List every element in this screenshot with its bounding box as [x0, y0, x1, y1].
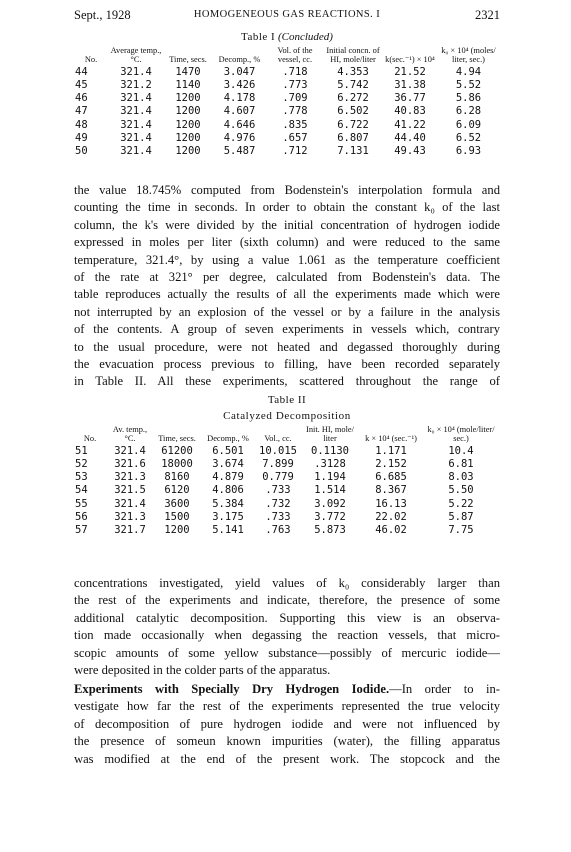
- table-cell: 6.93: [455, 144, 482, 157]
- table-row: [74, 458, 500, 471]
- table-cell: 321.4: [120, 144, 152, 157]
- paragraph-3: [74, 681, 500, 768]
- table-cell: 5.384: [212, 497, 244, 510]
- table-cell: 4.806: [212, 484, 244, 497]
- table-row: [74, 445, 500, 458]
- table-cell: 3.674: [212, 458, 244, 471]
- table-row: [74, 119, 500, 132]
- table-cell: .835: [282, 118, 308, 131]
- table-cell: 3.175: [212, 510, 244, 523]
- table1-column-header: k₀ × 10⁴ (moles/ liter, sec.): [441, 46, 496, 64]
- text-line: expressed in moles per liter (sixth column) and were reduced to the same: [74, 235, 500, 250]
- text-line: of the rate at 321° per degree, calculated from Bodenstein's data. The: [74, 269, 500, 284]
- header-date: Sept., 1928: [74, 8, 131, 22]
- table-cell: 4.976: [223, 131, 256, 144]
- table1-column-header: Initial concn. of HI, mole/liter: [326, 46, 380, 64]
- table-cell: 8.367: [375, 484, 407, 497]
- table1-caption: [74, 31, 500, 43]
- table-cell: 1140: [175, 79, 201, 92]
- table-cell: 6.09: [455, 118, 482, 131]
- text-line: concentrations investigated, yield values of k₀ considerably larger than: [74, 576, 500, 590]
- table-cell: .732: [265, 497, 291, 510]
- table-cell: 321.6: [114, 458, 146, 471]
- paragraph-1: [74, 182, 500, 391]
- table-cell: 321.7: [114, 523, 146, 536]
- text-line: table reproduces actually the results of all the experiments made which were: [74, 287, 500, 302]
- table-cell: 45: [75, 79, 88, 92]
- table-cell: 3.092: [314, 497, 346, 510]
- table-cell: 6.81: [448, 458, 474, 471]
- table-cell: 8.03: [448, 471, 474, 484]
- table-cell: 51: [75, 445, 88, 458]
- table-cell: 321.4: [114, 497, 146, 510]
- text-line: to the usual procedure, were not heated and degassed thoroughly during: [74, 339, 500, 354]
- table-cell: 52: [75, 458, 88, 471]
- table2-header-row: [74, 426, 500, 445]
- table-cell: 4.646: [223, 118, 256, 131]
- table-cell: 1470: [175, 66, 201, 79]
- table-cell: 46.02: [375, 523, 407, 536]
- table-row: [74, 79, 500, 92]
- page-number: 2321: [475, 8, 500, 22]
- table-cell: 6.501: [212, 445, 244, 458]
- table-cell: 6.52: [455, 131, 482, 144]
- text-line: temperature, 321.4°, by using a value 1.061 as the temperature coefficient: [74, 252, 500, 267]
- table-cell: 0.779: [262, 471, 294, 484]
- text-line: the rest of the experiments and indicate, therefore, the presence of some: [74, 593, 500, 608]
- table-cell: 54: [75, 484, 88, 497]
- table-row: [74, 132, 500, 145]
- table-cell: 4.879: [212, 471, 244, 484]
- table-cell: 0.1130: [311, 445, 349, 458]
- table-cell: 46: [75, 92, 88, 105]
- table-cell: 55: [75, 497, 88, 510]
- table-cell: 7.131: [337, 144, 369, 157]
- table-cell: .718: [282, 66, 308, 79]
- table-cell: 321.4: [120, 92, 152, 105]
- table-row: [74, 105, 500, 118]
- table-cell: 44.40: [394, 131, 426, 144]
- table-cell: 6.685: [375, 471, 407, 484]
- table1-column-header: Vol. of the vessel, cc.: [277, 46, 313, 64]
- table-cell: .733: [265, 484, 291, 497]
- table-cell: 6.272: [337, 92, 369, 105]
- section-run-in-heading: Experiments with Specially Dry Hydrogen Iodide.: [74, 682, 390, 696]
- table-cell: 1.171: [375, 445, 407, 458]
- table-cell: 5.86: [455, 92, 482, 105]
- table-cell: .773: [282, 79, 308, 92]
- table-row: [74, 66, 500, 79]
- table-cell: 7.899: [262, 458, 294, 471]
- table-row: [74, 92, 500, 105]
- table2-column-header: Vol., cc.: [264, 433, 292, 443]
- text-line: scopic amounts of some yellow substance—possibly of mercuric iodide—: [74, 645, 500, 660]
- table-cell: 21.52: [394, 66, 426, 79]
- header-title: HOMOGENEOUS GAS REACTIONS. I: [193, 9, 381, 20]
- table-cell: 8160: [164, 471, 190, 484]
- table1-note: (Concluded): [277, 31, 333, 43]
- table2-column-header: No.: [83, 433, 97, 443]
- text-line: the presence of someun known impurities (water), the filling apparatus: [74, 734, 500, 749]
- text-line: of the contents. A group of seven experiments in vessels which, contrary: [74, 322, 500, 337]
- table-cell: 3600: [164, 497, 190, 510]
- table2-subcaption: Catalyzed Decomposition: [223, 410, 351, 422]
- table-cell: 7.75: [448, 523, 474, 536]
- table-cell: 1200: [175, 118, 201, 131]
- table-cell: 321.3: [114, 471, 146, 484]
- table-cell: .763: [265, 523, 291, 536]
- table-cell: 22.02: [375, 510, 407, 523]
- table-row: [74, 498, 500, 511]
- table-cell: 61200: [161, 445, 193, 458]
- table-cell: 6.807: [337, 131, 369, 144]
- table-cell: 53: [75, 471, 88, 484]
- table-cell: 6120: [164, 484, 190, 497]
- text-line: vestigate how far the rest of the experiments represented the true velocity: [74, 699, 500, 714]
- table-cell: 3.047: [223, 66, 256, 79]
- table-cell: .778: [282, 105, 308, 118]
- table2-column-header: Av. temp., °C.: [112, 425, 148, 443]
- table1-header-row: [74, 47, 500, 66]
- table1-column-header: Average temp., °C.: [110, 46, 162, 64]
- table2-title: Table II: [267, 394, 307, 406]
- table-cell: 1.194: [314, 471, 346, 484]
- table1-column-header: No.: [84, 54, 98, 64]
- text-line: tion made occasionally when degassing the reaction vessels, that micro-: [74, 628, 500, 643]
- table1-title: Table I: [241, 31, 276, 43]
- table-cell: 6.502: [337, 105, 369, 118]
- table-cell: 1200: [175, 131, 201, 144]
- table-cell: 40.83: [394, 105, 426, 118]
- table-cell: 321.3: [114, 510, 146, 523]
- table-row: [74, 145, 500, 158]
- table-cell: 48: [75, 118, 88, 131]
- table-cell: 5.52: [455, 79, 482, 92]
- table-cell: 6.722: [337, 118, 369, 131]
- table-cell: 56: [75, 510, 88, 523]
- table1: [74, 47, 500, 158]
- text-line: were deposited in the colder parts of the apparatus.: [74, 662, 331, 677]
- table-cell: 3.772: [314, 510, 346, 523]
- running-header: [74, 8, 500, 24]
- table-cell: 321.4: [120, 131, 152, 144]
- text-line: column, the k's were divided by the initial concentration of hydrogen iodide: [74, 217, 500, 232]
- table-cell: 321.4: [120, 66, 152, 79]
- table-cell: 36.77: [394, 92, 426, 105]
- table-cell: 321.4: [120, 118, 152, 131]
- table-cell: 5.22: [448, 497, 474, 510]
- text-line: counting the time in seconds. In order to obtain the constant k₀ of the last: [74, 200, 500, 215]
- table1-column-header: Decomp., %: [218, 54, 261, 64]
- table-cell: 1200: [175, 144, 201, 157]
- table-cell: 4.607: [223, 105, 256, 118]
- text-line: not interrupted by an explosion of the vessel or by a failure in the analysis: [74, 304, 500, 319]
- table-cell: 10.015: [259, 445, 297, 458]
- table2-column-header: k × 10⁴ (sec.⁻¹): [365, 433, 417, 443]
- table2: [74, 426, 500, 537]
- table-cell: 1200: [175, 92, 201, 105]
- text-line: additional catalytic decomposition. Supporting this view is an observa-: [74, 610, 500, 625]
- table-cell: 5.487: [223, 144, 256, 157]
- table-cell: 49.43: [394, 144, 426, 157]
- table2-column-header: Time, secs.: [158, 433, 196, 443]
- table-row: [74, 511, 500, 524]
- table1-column-header: Time, secs.: [169, 54, 207, 64]
- table-cell: 321.4: [120, 105, 152, 118]
- table-cell: .733: [265, 510, 291, 523]
- table-cell: 321.5: [114, 484, 146, 497]
- table-cell: 6.28: [455, 105, 482, 118]
- table-row: [74, 484, 500, 497]
- table-cell: 18000: [161, 458, 193, 471]
- text-line: in Table II. All these experiments, scattered throughout the range of: [74, 374, 500, 389]
- table-cell: 10.4: [448, 445, 474, 458]
- table2-column-header: Decomp., %: [207, 433, 249, 443]
- table-cell: 5.873: [314, 523, 346, 536]
- table-cell: 4.353: [337, 66, 369, 79]
- text-line: the evacuation process previous to filling, have been recorded separately: [74, 356, 500, 371]
- table-cell: 49: [75, 131, 88, 144]
- table-cell: 47: [75, 105, 88, 118]
- table-cell: .709: [282, 92, 308, 105]
- text-line: of decomposition of pure hydrogen iodide and were not influenced by: [74, 716, 500, 731]
- table-row: [74, 471, 500, 484]
- table-cell: 41.22: [394, 118, 426, 131]
- table-cell: 31.38: [394, 79, 426, 92]
- table-cell: 50: [75, 144, 88, 157]
- table-cell: 5.50: [448, 484, 474, 497]
- table-cell: 16.13: [375, 497, 407, 510]
- table-cell: 4.94: [455, 66, 482, 79]
- table-cell: 5.742: [337, 79, 369, 92]
- table-cell: 321.2: [120, 79, 152, 92]
- table-cell: 1200: [175, 105, 201, 118]
- table-cell: 5.87: [448, 510, 474, 523]
- table-cell: 4.178: [223, 92, 256, 105]
- paragraph-3-line: [74, 681, 500, 698]
- table-cell: .3128: [314, 458, 346, 471]
- paragraph-3-first-line-rest: —In order to in-: [389, 682, 500, 696]
- text-line: the value 18.745% computed from Bodenstein's interpolation formula and: [74, 183, 500, 197]
- table2-column-header: Init. HI, mole/ liter: [306, 425, 354, 443]
- table-cell: 44: [75, 66, 88, 79]
- table-cell: 5.141: [212, 523, 244, 536]
- table2-column-header: k₀ × 10⁴ (mole/liter/ sec.): [427, 425, 495, 443]
- table-cell: 1500: [164, 510, 190, 523]
- table1-column-header: k(sec.⁻¹) × 10⁴: [385, 54, 435, 64]
- table-cell: 1.514: [314, 484, 346, 497]
- table-cell: 1200: [164, 523, 190, 536]
- table-cell: 57: [75, 523, 88, 536]
- table2-caption: [74, 394, 500, 406]
- table-row: [74, 524, 500, 537]
- table-cell: 2.152: [375, 458, 407, 471]
- paragraph-2: [74, 575, 500, 679]
- table-cell: .712: [282, 144, 308, 157]
- table-cell: 3.426: [223, 79, 256, 92]
- table-cell: 321.4: [114, 445, 146, 458]
- table-cell: .657: [282, 131, 308, 144]
- text-line: was modified at the end of the present work. The stopcock and the: [74, 751, 500, 766]
